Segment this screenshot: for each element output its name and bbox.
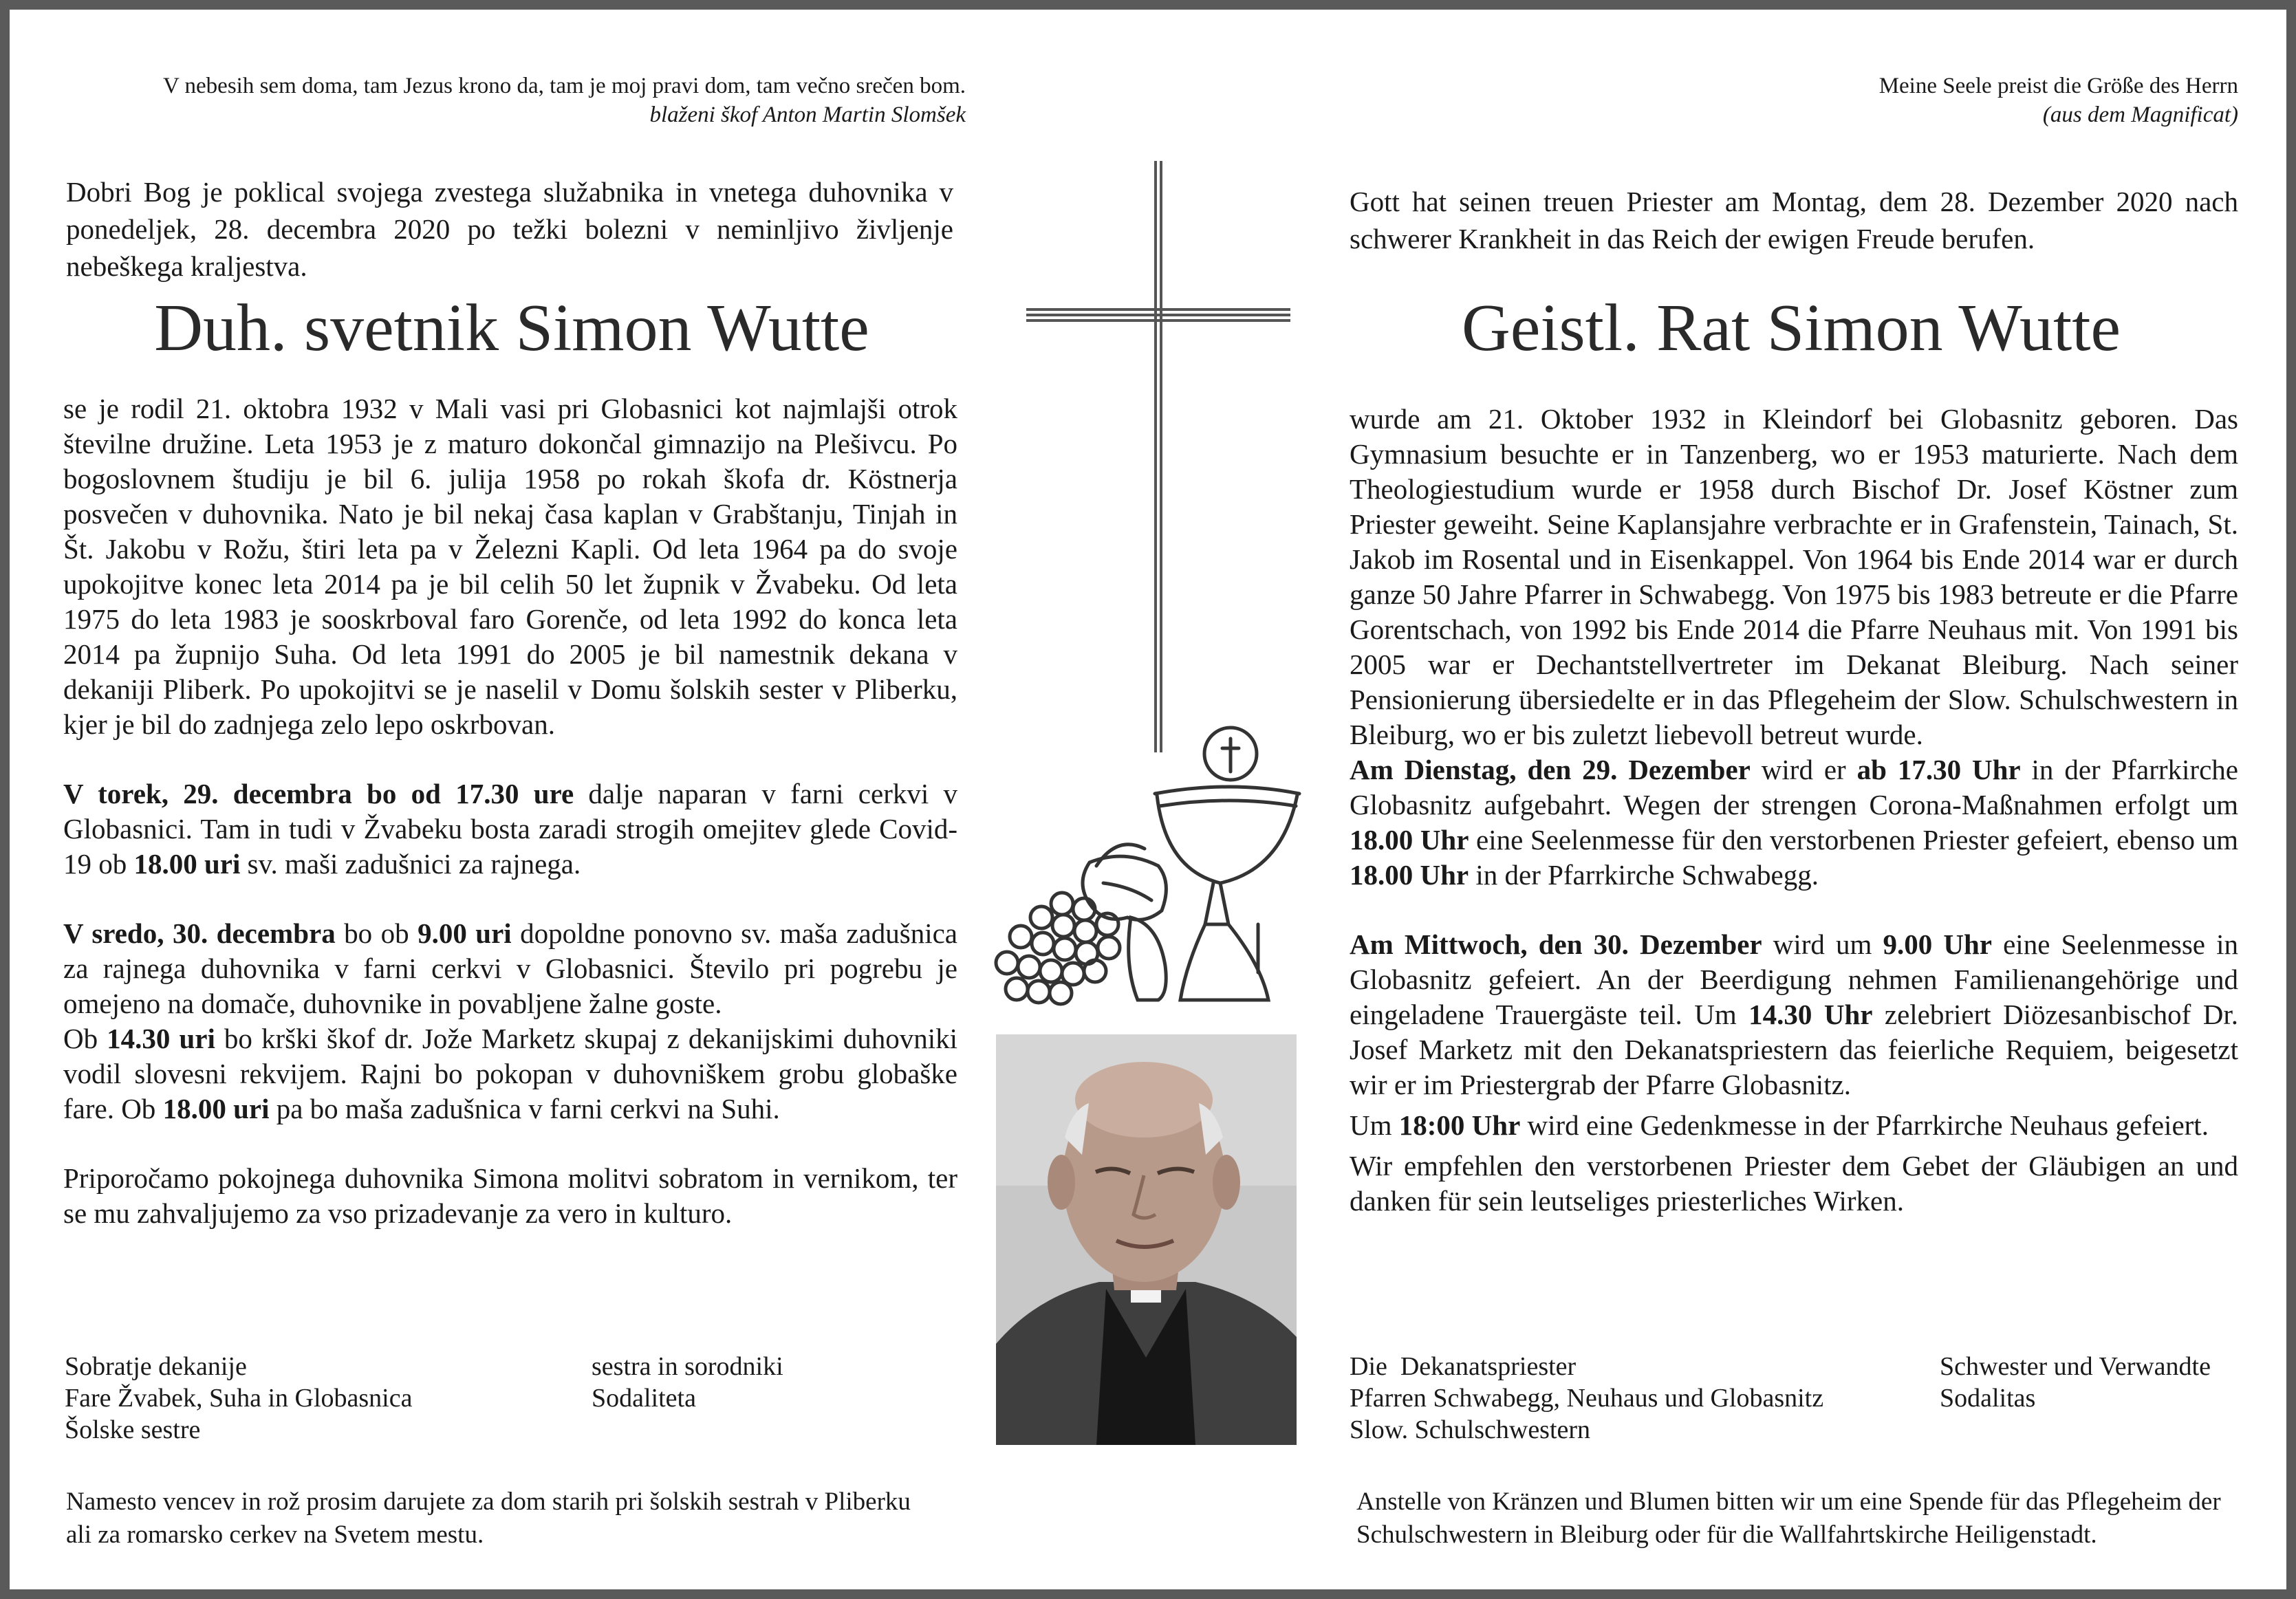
left-paragraph-wednesday: V sredo, 30. decembra bo ob 9.00 uri dopoldne ponovno sv. maša zadušnica za rajnega duhovnika v farni cerkvi v Globasnici. Število pri pogrebu je omejeno na domače, duhovnike in povabljene žalne goste.: [63, 917, 957, 1019]
portrait-figure-icon: [996, 1034, 1297, 1445]
left-biography: se je rodil 21. oktobra 1932 v Mali vasi pri Globasnici kot najmlajši otrok številne družine. Leta 1953 je z maturo dokončal gimnazijo na Plešivcu. Po bogoslovnem študiju je bil 6. julija 1958 po rokah škofa dr. Köstnerja posvečen v duhovnika. Nato je bil nekaj časa kaplan v Grabštanju, Tinjah in Št. Jakobu v Rožu, štiri leta pa v Železni Kapli. Od leta 1964 pa do svoje upokojitve konec leta 2014 pa je bil celih 50 let župnik v Žvabeku. Od leta 1975 do leta 1983 je sooskrboval faro Gorenče, od leta 1992 do konca leta 2014 pa župnijo Suha. Od leta 1991 do 2005 je bil namestnik dekana v dekaniji Pliberk. Po upokojitvi se je naselil v Domu šolskih sester v Pliberku, kjer je bil do zadnjega zelo lepo oskrbovan.: [63, 393, 957, 740]
portrait-photo: [996, 1034, 1297, 1445]
right-motto: [1358, 72, 2238, 129]
right-body: [1350, 402, 2238, 1219]
left-body: [63, 391, 957, 1231]
left-paragraph-requiem: Ob 14.30 uri bo krški škof dr. Jože Marketz skupaj z dekanijskimi duhovniki vodil slovesni rekvijem. Rajni bo pokopan v duhovniškem grobu globaške fare. Ob 18.00 uri pa bo maša zadušnica v farni cerkvi na Suhi.: [63, 1023, 957, 1124]
left-intro: Dobri Bog je poklical svojega zvestega služabnika in vnetega duhovnika v ponedeljek, 28. decembra 2020 po težki bolezni v neminljivo življenje nebeškega kraljestva.: [66, 176, 953, 282]
cross-icon: [1021, 154, 1296, 759]
left-paragraph-tuesday: V torek, 29. decembra bo od 17.30 ure dalje naparan v farni cerkvi v Globasnici. Tam in tudi v Žvabeku bosta zaradi strogih omejitev glede Covid-19 ob 18.00 uri sv. maši zadušnici za rajnega.: [63, 778, 957, 880]
right-paragraph-dienstag: Am Dienstag, den 29. Dezember wird er ab 17.30 Uhr in der Pfarrkirche Globasnitz aufgebahrt. Wegen der strengen Corona-Maßnahmen erfolgt um 18.00 Uhr eine Seelenmesse für den verstorbenen Priester gefeiert, ebenso um 18.00 Uhr in der Pfarrkirche Schwabegg.: [1350, 754, 2238, 891]
right-intro: Gott hat seinen treuen Priester am Montag, dem 28. Dezember 2020 nach schwerer Krankheit in das Reich der ewigen Freude berufen.: [1350, 186, 2238, 254]
right-footer: Anstelle von Kränzen und Blumen bitten wir um eine Spende für das Pflegeheim der Schulschwestern in Bleiburg oder für die Wallfahrtskirche Heiligenstadt.: [1356, 1488, 2221, 1549]
right-paragraph-mittwoch: Am Mittwoch, den 30. Dezember wird um 9.00 Uhr eine Seelenmesse in Globasnitz gefeiert. An der Beerdigung nehmen Familienangehörige und eingeladene Trauergäste teil. Um 14.30 Uhr zelebriert Diözesanbischof Dr. Josef Marketz mit den Dekanatspriestern das feierliche Requiem, beigesetzt wir er im Priestergrab der Pfarre Globasnitz.: [1350, 928, 2239, 1100]
chalice-grapes-icon: [986, 718, 1310, 1014]
right-motto-text: Meine Seele preist die Größe des Herrn: [1878, 74, 2238, 98]
left-closing: Priporočamo pokojnega duhovnika Simona molitvi sobratom in vernikom, ter se mu zahvaljujemo za vso prizadevanje za vero in kulturo.: [63, 1162, 957, 1229]
right-signature-2: Schwester und Verwandte Sodalitas: [1940, 1352, 2211, 1413]
right-motto-author: (aus dem Magnificat): [2042, 102, 2238, 127]
left-motto-author: blaženi škof Anton Martin Slomšek: [649, 102, 966, 127]
obituary-page: [10, 10, 2286, 1589]
left-signature-1: Sobratje dekanije Fare Žvabek, Suha in Globasnica Šolske sestre: [65, 1352, 413, 1444]
right-biography: wurde am 21. Oktober 1932 in Kleindorf bei Globasnitz geboren. Das Gymnasium besuchte er in Tanzenberg, wo er 1953 maturierte. Nach dem Theologiestudium wurde er 1958 durch Bischof Dr. Josef Köstner zum Priester geweiht. Seine Kaplansjahre verbrachte er in Grafenstein, Tainach, St. Jakob im Rosental und in Eisenkappel. Von 1964 bis Ende 2014 war er durch ganze 50 Jahre Pfarrer in Schwabegg. Von 1975 bis 1983 betreute er die Pfarre Gorentschach, von 1992 bis Ende 2014 die Pfarre Neuhaus mit. Von 1991 bis 2005 war er Dechantstellvertreter im Dekanat Bleiburg. Nach seiner Pensionierung übersiedelte er in das Pflegeheim der Slow. Schulschwestern in Bleiburg, wo er bis zuletzt liebevoll betreut wurde.: [1350, 403, 2238, 750]
left-signature-2: sestra in sorodniki Sodaliteta: [592, 1352, 783, 1413]
right-signature-1: Die Dekanatspriester Pfarren Schwabegg, Neuhaus und Globasnitz Slow. Schulschwestern: [1350, 1352, 1824, 1444]
left-motto: [65, 72, 966, 129]
left-deceased-name: Duh. svetnik Simon Wutte: [154, 291, 869, 365]
right-closing: Wir empfehlen den verstorbenen Priester dem Gebet der Gläubigen an und danken für sein leutseliges priesterliches Wirken.: [1350, 1150, 2238, 1217]
right-paragraph-gedenkmesse: Um 18:00 Uhr wird eine Gedenkmesse in der Pfarrkirche Neuhaus gefeiert.: [1350, 1109, 2209, 1141]
left-motto-text: V nebesih sem doma, tam Jezus krono da, tam je moj pravi dom, tam večno srečen bom.: [163, 74, 966, 98]
left-footer: Namesto vencev in rož prosim darujete za dom starih pri šolskih sestrah v Pliberku ali za romarsko cerkev na Svetem mestu.: [66, 1488, 911, 1549]
right-deceased-name: Geistl. Rat Simon Wutte: [1462, 291, 2121, 365]
